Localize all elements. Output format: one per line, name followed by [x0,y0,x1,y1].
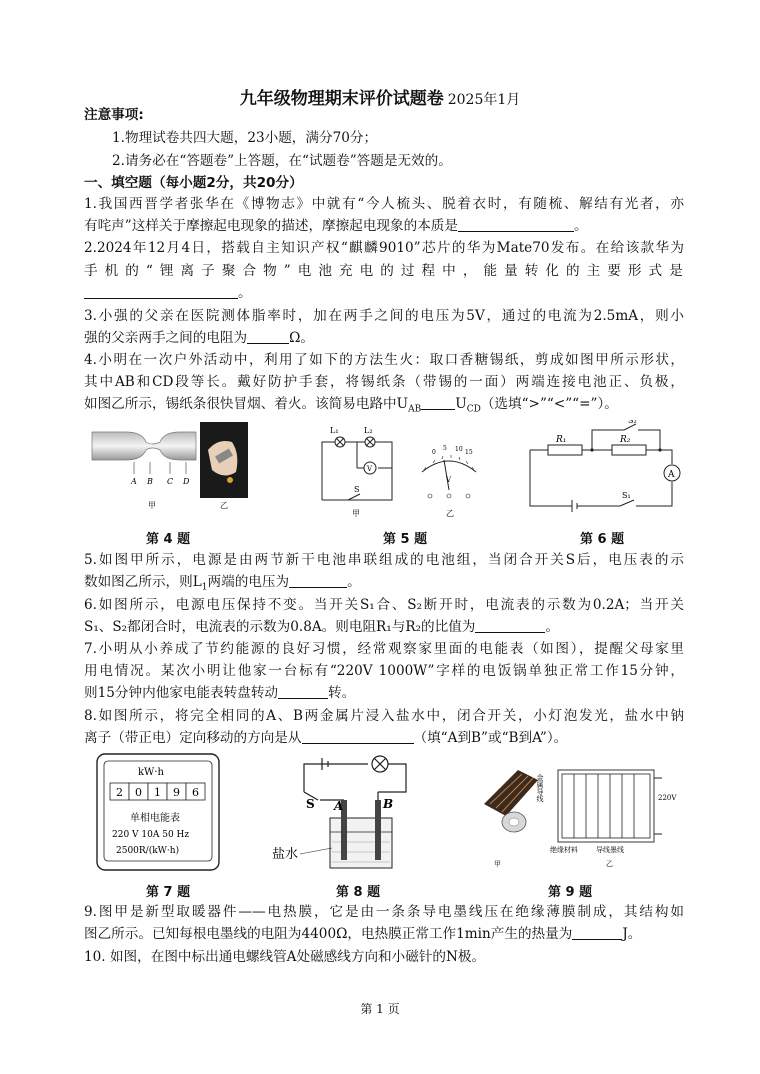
question-7-line [84,683,684,703]
answer-blank[interactable] [247,329,289,344]
answer-blank[interactable] [475,618,545,633]
label-B: B [147,477,153,486]
question-text: 数如图乙所示，则L [84,574,202,590]
beaker [330,818,392,868]
electric-meter [96,753,220,871]
label-S1: S₁ [622,491,631,500]
figure-6 [520,420,690,520]
question-10-line: 10. 如图，在图中标出通电螺线管A处磁感线方向和小磁针的N极。 [84,949,486,965]
meter-digit: 2 [116,786,123,799]
film-structure [558,770,654,842]
figure-caption: 第 4 题 [146,532,191,547]
answer-blank[interactable] [84,284,238,299]
figure-9 [478,756,678,872]
label-yi: 乙 [220,501,228,510]
figure-caption: 第 5 题 [383,532,428,547]
answer-blank[interactable] [278,684,328,699]
label-D: D [183,477,190,486]
question-7-line: 7.小明从小养成了节约能源的良好习惯，经常观察家里面的电能表（如图），提醒父母家里 [84,641,684,657]
meter-symbol: V [446,476,452,484]
question-text: S₁、S₂都闭合时，电流表的示数为0.8A。则电阻R₁与R₂的比值为 [84,619,476,635]
question-4-line [84,394,684,420]
meter-needle [444,460,449,490]
question-7-line: 用电情况。某次小明让他家一台标有“220V 1000W”字样的电饭锅单独正常工作15分钟， [84,663,684,679]
meter-rating: 220 V 10A 50 Hz [112,830,190,840]
label-S: S [354,485,360,494]
label-S2: S₂ [628,420,637,425]
subscript: AB [408,404,422,415]
tin-foil-figure [90,420,250,520]
label-yi: 乙 [446,509,454,518]
voltage-label: 220V [658,794,677,802]
voltmeter-symbol: V [367,465,373,473]
question-9-line [84,924,684,944]
question-text: 转。 [328,685,356,701]
question-5-line: 5.如图甲所示，电源是由两节新干电池串联组成的电池组，当闭合开关S后，电压表的示 [84,552,684,568]
figure-7 [96,753,220,871]
label-R1: R₁ [556,435,567,445]
answer-blank[interactable] [458,217,574,232]
question-text: 如图乙所示，锡纸条很快冒烟、着火。该简易电路中U [84,396,409,412]
exam-title: 九年级物理期末评价试题卷 [239,89,444,109]
question-4-line: 4.小明在一次户外活动中，利用了如下的方法生火：取口香糖锡纸，剪成如图甲所示形状， [84,352,684,368]
punct: 。 [238,285,252,301]
resistor-circuit [520,420,690,520]
question-8-line: 8.如图所示，将完全相同的A、B两金属片浸入盐水中，闭合开关，小灯泡发光，盐水中钠 [84,708,684,724]
question-text: 有咤声”这样关于摩擦起电现象的描述，摩擦起电现象的本质是 [84,218,458,234]
label-B: B [383,797,394,811]
tick-label: 15 [465,449,473,456]
label-ink-line: 导线墨线 [596,846,624,854]
subscript: CD [466,404,481,415]
figure-8 [268,752,418,874]
meter-digit: 1 [154,786,161,799]
label-R2: R₂ [620,435,631,445]
meter-name: 单相电能表 [130,813,180,824]
label-jia: 甲 [148,501,156,510]
question-text: U [455,396,467,412]
punct: 。 [347,574,361,590]
tick-label: 5 [443,445,447,452]
label-jia: 甲 [352,509,360,518]
answer-blank[interactable] [572,925,622,940]
ammeter-symbol: A [668,470,675,480]
question-4-line: 其中AB和CD段等长。戴好防护手套，将锡纸条（带锡的一面）两端连接电池正、负极， [84,374,684,390]
meter-dial [422,461,476,472]
plate-B [375,800,381,860]
label-insulation: 绝缘材料 [550,846,578,854]
question-5-line [84,572,684,598]
question-text: 图乙所示。已知每根电墨线的电阻为4400Ω，电热膜正常工作1min产生的热量为 [84,926,573,942]
punct: 。 [545,619,559,635]
question-3-line [84,328,684,348]
label-S: S [306,797,315,811]
label-yi: 乙 [606,860,613,868]
meter-revolutions: 2500R/(kW·h) [116,846,180,856]
label-L2: L₂ [364,426,373,435]
notice-item: 2.请务必在“答题卷”上答题，在“试题卷”答题是无效的。 [112,153,452,169]
question-6-line [84,617,684,637]
question-text: 则15分钟内他家电能表转盘转动 [84,685,279,701]
figure-5 [312,420,492,520]
notice-heading: 注意事项: [84,107,144,123]
meter-digit: 9 [173,786,180,799]
question-2-line [84,283,684,303]
question-text: 两端的电压为 [207,574,290,590]
question-text: （填“A到B”或“B到A”）。 [413,730,568,746]
heating-film-figure [478,756,678,872]
question-8-line [84,728,684,748]
punct: 。 [573,218,588,234]
unit: Ω。 [289,330,314,346]
figure-caption: 第 6 题 [580,532,625,547]
tick-label: 0 [432,449,436,456]
figure-4 [90,420,250,520]
question-2-line: 2.2024年12月4日，搭载自主知识产权“麒麟9010”芯片的华为Mate70发布。在给该款华为 [84,240,684,256]
subscript: 1 [201,582,208,593]
question-3-line: 3.小强的父亲在医院测体脂率时，加在两手之间的电压为5V，通过的电流为2.5mA，则小 [84,308,684,324]
section-heading: 一、填空题（每小题2分，共20分） [84,175,303,191]
question-text: 强的父亲两手之间的电阻为 [84,330,248,346]
notice-item: 1.物理试卷共四大题，23小题，满分70分； [112,130,378,146]
label-C: C [167,477,174,486]
voltmeter-circuit [312,420,492,520]
question-6-line: 6.如图所示，电源电压保持不变。当开关S₁合、S₂断开时，电流表的示数为0.2A；当开关 [84,597,684,613]
figure-caption: 第 8 题 [336,885,381,900]
tin-strip [92,432,196,460]
answer-blank[interactable] [302,729,414,744]
label-jia: 甲 [494,860,501,868]
label-L1: L₁ [330,426,339,435]
figure-caption: 第 7 题 [146,885,191,900]
meter-unit: kW·h [138,767,164,778]
question-9-line: 9.图甲是新型取暖器件——电热膜，它是由一条条导电墨线压在绝缘薄膜制成，其结构如 [84,904,684,920]
meter-digit: 0 [135,786,142,799]
question-2-line: 手机的“锂离子聚合物”电池充电的过程中，能量转化的主要形式是 [84,263,684,279]
salt-water-circuit [268,752,418,874]
label-salt-water: 盐水 [272,847,299,862]
label-metal-wire: 金属导线 [536,774,544,802]
answer-blank[interactable] [289,573,347,588]
question-text: （选填“>”“<”“=”）。 [480,396,618,412]
unit: J。 [622,926,642,942]
question-1-line [84,216,684,236]
exam-date: 2025年1月 [447,92,521,108]
question-text: 离子（带正电）定向移动的方向是从 [84,730,302,746]
page-number: 第 1 页 [360,1002,400,1016]
figure-caption: 第 9 题 [548,885,593,900]
label-A: A [334,799,344,813]
meter-digit: 6 [192,786,199,799]
label-A: A [131,477,137,486]
tick-label: 10 [455,446,463,453]
answer-blank[interactable] [421,395,455,410]
question-1-line: 1.我国西晋学者张华在《博物志》中就有“今人梳头、脱着衣时，有随梳、解结有光者，亦 [84,196,684,212]
